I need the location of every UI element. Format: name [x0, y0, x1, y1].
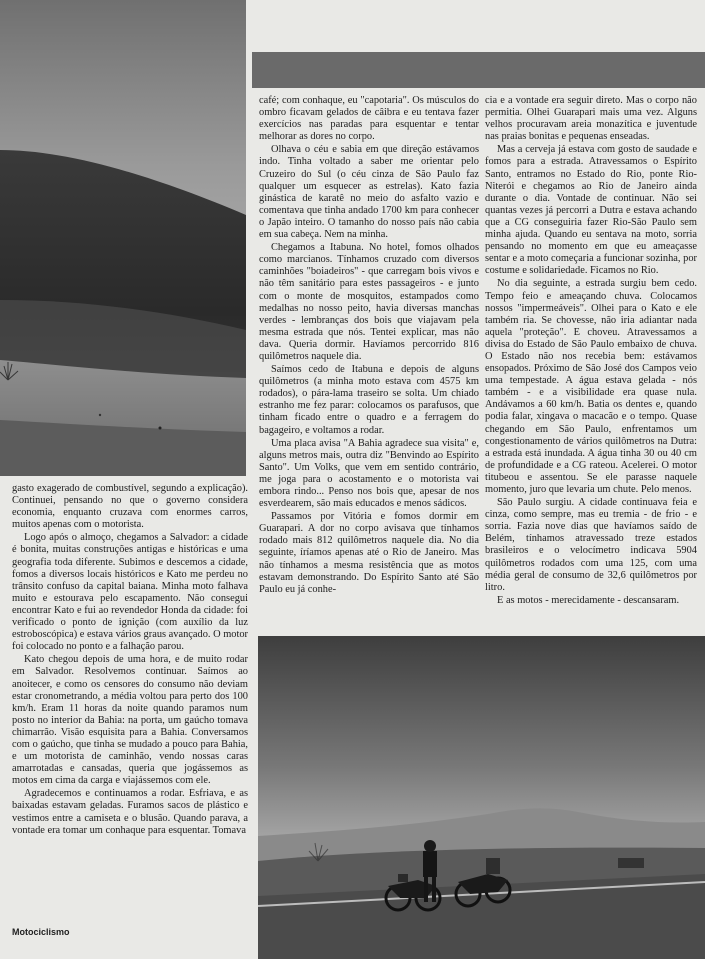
paragraph: No dia seguinte, a estrada surgiu bem cedo. Tempo feio e ameaçando chuva. Colocamos nossos "impermeáveis". Olhei para o Kato e ele também ria. Se chovesse, não iria adiantar nada aquela "proteção". E choveu. Atravessamos a divisa do Estado de São Paulo embaixo de chuva. O Estado não nos recebia bem: estávamos ensopados. Próximo de São José dos Campos veio uma tempestade. A água estava gelada - nós também - e a visibilidade era quase nula. Andávamos a 60 km/h. Batia os dentes e, quando podia falar, xingava o macacão e o tempo. Quase chegando em São Paulo, enfrentamos um congestionamento de vários quilômetros na Dutra: a estrada está inundada. A água tinha 30 ou 40 cm de profundidade e a CG rateou. Acelerei. O motor titubeou e assentou. Se ele parasse naquele momento, juro que levaria um chute. Pelo menos. — [485, 278, 697, 495]
paragraph: Logo após o almoço, chegamos a Salvador: a cidade é bonita, muitas construções antigas e históricas e uma geografia toda diferente. Subimos e descemos a cidade, fomos a diversos locais históricos e Kato me perdeu no trânsito confuso da capital baiana. Minha moto falhava muito e estourava pelo escapamento. Não consegui encontrar Kato e fui ao revendedor Honda da cidade: foi verificado o ponto de ignição (com auxílio da luz estroboscópica) e estava vários graus avançado. O motor foi colocado no ponto e a falhação parou. — [12, 532, 249, 653]
paragraph: Passamos por Vitória e fomos dormir em Guarapari. A dor no corpo avisava que tínhamos rodado mais 812 quilômetros naquele dia. No dia seguinte, íríamos apenas até o Rio de Janeiro. Mas não tínhamos a mesma resistência que as motos estavam demonstrando. Do Espírito Santo até São Paulo eu já conhe- — [259, 511, 479, 595]
paragraph: Chegamos a Itabuna. No hotel, fomos olhados como marcianos. Tínhamos cruzado com diversos caminhões "boiadeiros" - que carregam bois vivos e não têm sanitário para estes passageiros - e junto com o monte de mosquitos, estampados como medalhas no nosso peito, havia diversas manchas verdes - lembranças dos bois que viajavam pela mesma estrada que nós. Tentei explicar, mas não dava. Queria dormir. Havíamos percorrido 816 quilômetros naquele dia. — [259, 242, 479, 362]
paragraph: Mas a cerveja já estava com gosto de saudade e fomos para a estrada. Atravessamos o Espírito Santo, entramos no Estado do Rio, ponte Rio-Niterói e chegamos ao Rio de Janeiro ainda durante o dia. Vontade de continuar. Não sei quantas vezes já percorri a Dutra e estava achando que a CG conseguiria fazer Rio-São Paulo sem minha ajuda. Quando eu sentava na moto, sorria pensando no momento em que eu ameaçasse sentar e a moto começaria a funcionar sozinha, por costume e solidariedade. Ficamos no Rio. — [485, 144, 697, 277]
gray-header-band — [252, 52, 705, 88]
paragraph: gasto exagerado de combustível, segundo a explicação). Continuei, pensando no que o governo considera economia, enquanto cruzava com enormes carros, muitos apenas com o motorista. — [12, 483, 248, 531]
paragraph: Kato chegou depois de uma hora, e de muito rodar em Salvador. Resolvemos continuar. Saímos ao anoitecer, e como os censores do consumo não deviam estar cronometrando, a média voltou para perto dos 100 km/h. Eram 11 horas da noite quando paramos num posto no interior da Bahia: na porta, um gaúcho tomava chimarrão. Visão esquisita para a Bahia. Conversamos com o gaúcho, que tinha se mudado a pouco para Bahia, e um motorista de caminhão, vendo nossas caras amarrotadas e cansadas, queria que jogássemos as motos em cima da carga e viajássemos com ele. — [12, 654, 248, 787]
paragraph: café; com conhaque, eu "capotaria". Os músculos do ombro ficavam gelados de câibra e eu tentava fazer exercícios nas paradas para esquentar e tentar melhorar as dores no corpo. — [259, 95, 479, 143]
motorcycles-road-photo — [258, 636, 705, 959]
hill-landscape-photo — [0, 0, 246, 476]
article-column-middle — [259, 95, 479, 597]
article-column-right — [485, 95, 697, 608]
paragraph: São Paulo surgiu. A cidade continuava feia e cinza, como sempre, mas eu tremia - de frio - e sorria. Fazia nove dias que havíamos saído de Belém, tínhamos atravessado treze estados brasileiros e o velocímetro indicava 5904 quilômetros rodados com uma 125, com uma média geral de consumo de 32,6 quilômetros por litro. — [485, 497, 697, 593]
paragraph: Agradecemos e continuamos a rodar. Esfriava, e as baixadas estavam geladas. Furamos sacos de plástico e vestimos entre a camiseta e o blusão. Quando parava, a vontade era tomar um conhaque para esquentar. Tomava — [12, 788, 248, 836]
paragraph: E as motos - merecidamente - descansaram. — [497, 594, 680, 606]
paragraph: cia e a vontade era seguir direto. Mas o corpo não permitia. Olhei Guarapari mais uma vez. Alguns velhos procuravam areia monazítica e juventude nas praias bonitas e pequenas enseadas. — [485, 95, 697, 143]
magazine-footer-label: Motociclismo — [12, 927, 70, 937]
paragraph: Olhava o céu e sabia em que direção estávamos indo. Tinha voltado a saber me orientar pelo Cruzeiro do Sul (o céu cinza de São Paulo faz qualquer um esquecer as estrelas). Kato fazia ginástica de karatê no meio do asfalto vazio e comentava que tinha andado 1700 km para conhecer o Japão inteiro. O tamanho do nosso país não cabia em sua cabeça. Nem na minha. — [259, 144, 479, 241]
article-column-left — [12, 483, 248, 838]
paragraph: Uma placa avisa "A Bahia agradece sua visita" e, alguns metros mais, outra diz "Benvindo ao Espírito Santo". Um Volks, que vem em sentido contrário, me joga para o acostamento e o motorista vai embora rindo... Penso nos bois que, apesar de nos esverdearem, são mais educados e menos sádicos. — [259, 437, 479, 510]
paragraph: Saímos cedo de Itabuna e depois de alguns quilômetros (a minha moto estava com 4575 km rodados), o pára-lama traseiro se solta. Um chiado estranho me fez parar: colocamos os parafusos, que tinham ficado entre o quadro e a ferragem do bagageiro, e voltamos a rodar. — [259, 364, 479, 436]
